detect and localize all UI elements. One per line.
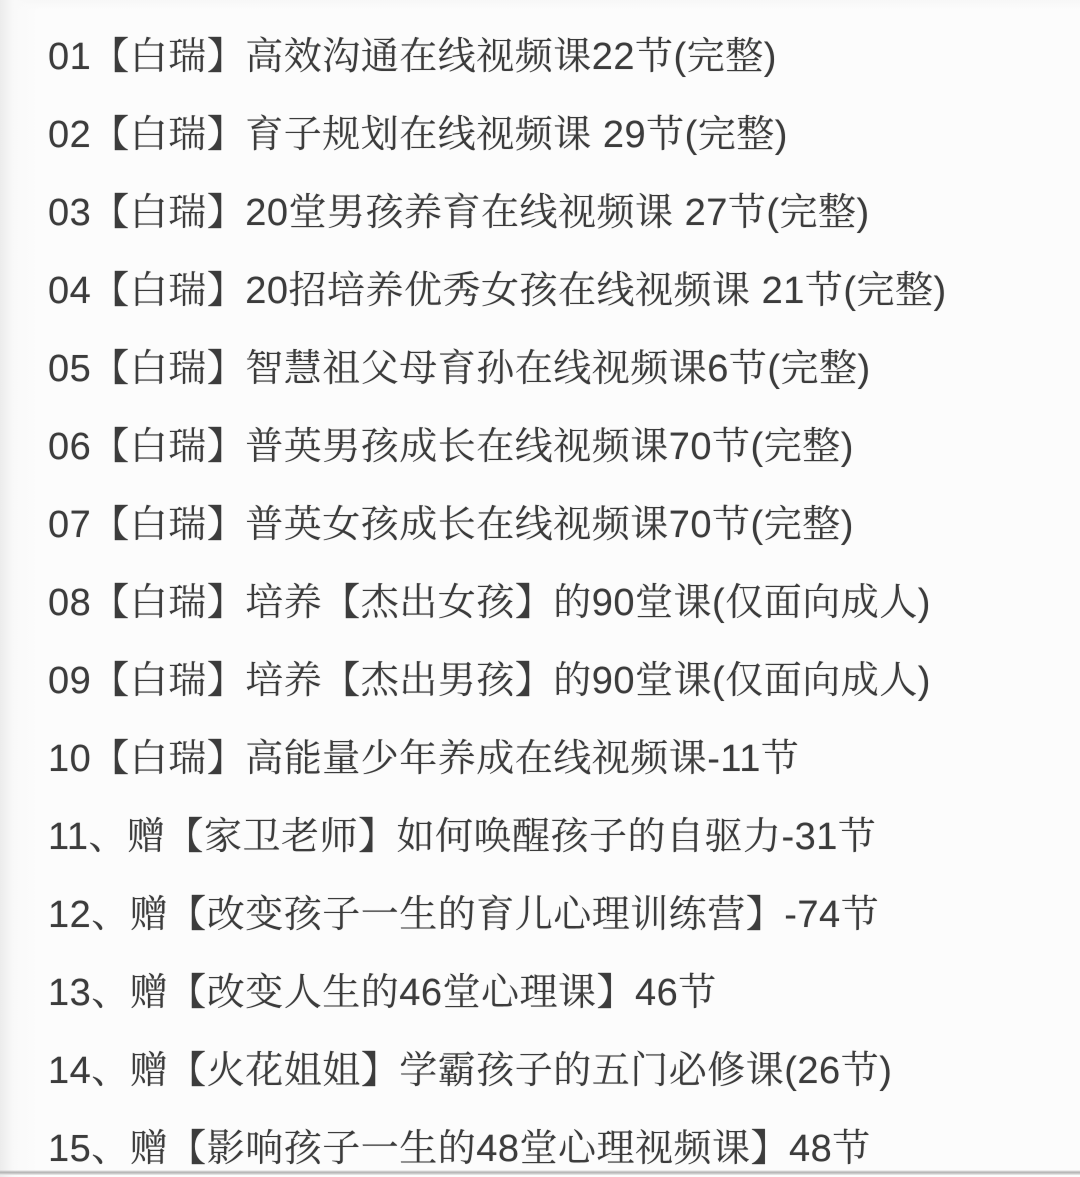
list-item: 02【白瑞】育子规划在线视频课 29节(完整) [48,113,788,156]
list-item: 08【白瑞】培养【杰出女孩】的90堂课(仅面向成人) [48,581,931,624]
list-item: 06【白瑞】普英男孩成长在线视频课70节(完整) [48,425,854,468]
list-item: 12、赠【改变孩子一生的育儿心理训练营】-74节 [48,893,880,936]
list-item: 14、赠【火花姐姐】学霸孩子的五门必修课(26节) [48,1049,893,1092]
photo-bottom-edge [0,1170,1080,1175]
list-item: 04【白瑞】20招培养优秀女孩在线视频课 21节(完整) [48,269,947,312]
list-item: 01【白瑞】高效沟通在线视频课22节(完整) [48,35,777,78]
list-item: 05【白瑞】智慧祖父母育孙在线视频课6节(完整) [48,347,871,390]
list-item: 07【白瑞】普英女孩成长在线视频课70节(完整) [48,503,854,546]
course-list [48,13,1060,1177]
list-item: 03【白瑞】20堂男孩养育在线视频课 27节(完整) [48,191,870,234]
list-item: 10【白瑞】高能量少年养成在线视频课-11节 [48,737,800,780]
list-item: 15、赠【影响孩子一生的48堂心理视频课】48节 [48,1127,871,1170]
list-item: 09【白瑞】培养【杰出男孩】的90堂课(仅面向成人) [48,659,931,702]
list-item: 11、赠【家卫老师】如何唤醒孩子的自驱力-31节 [48,815,877,858]
list-item: 13、赠【改变人生的46堂心理课】46节 [48,971,717,1014]
